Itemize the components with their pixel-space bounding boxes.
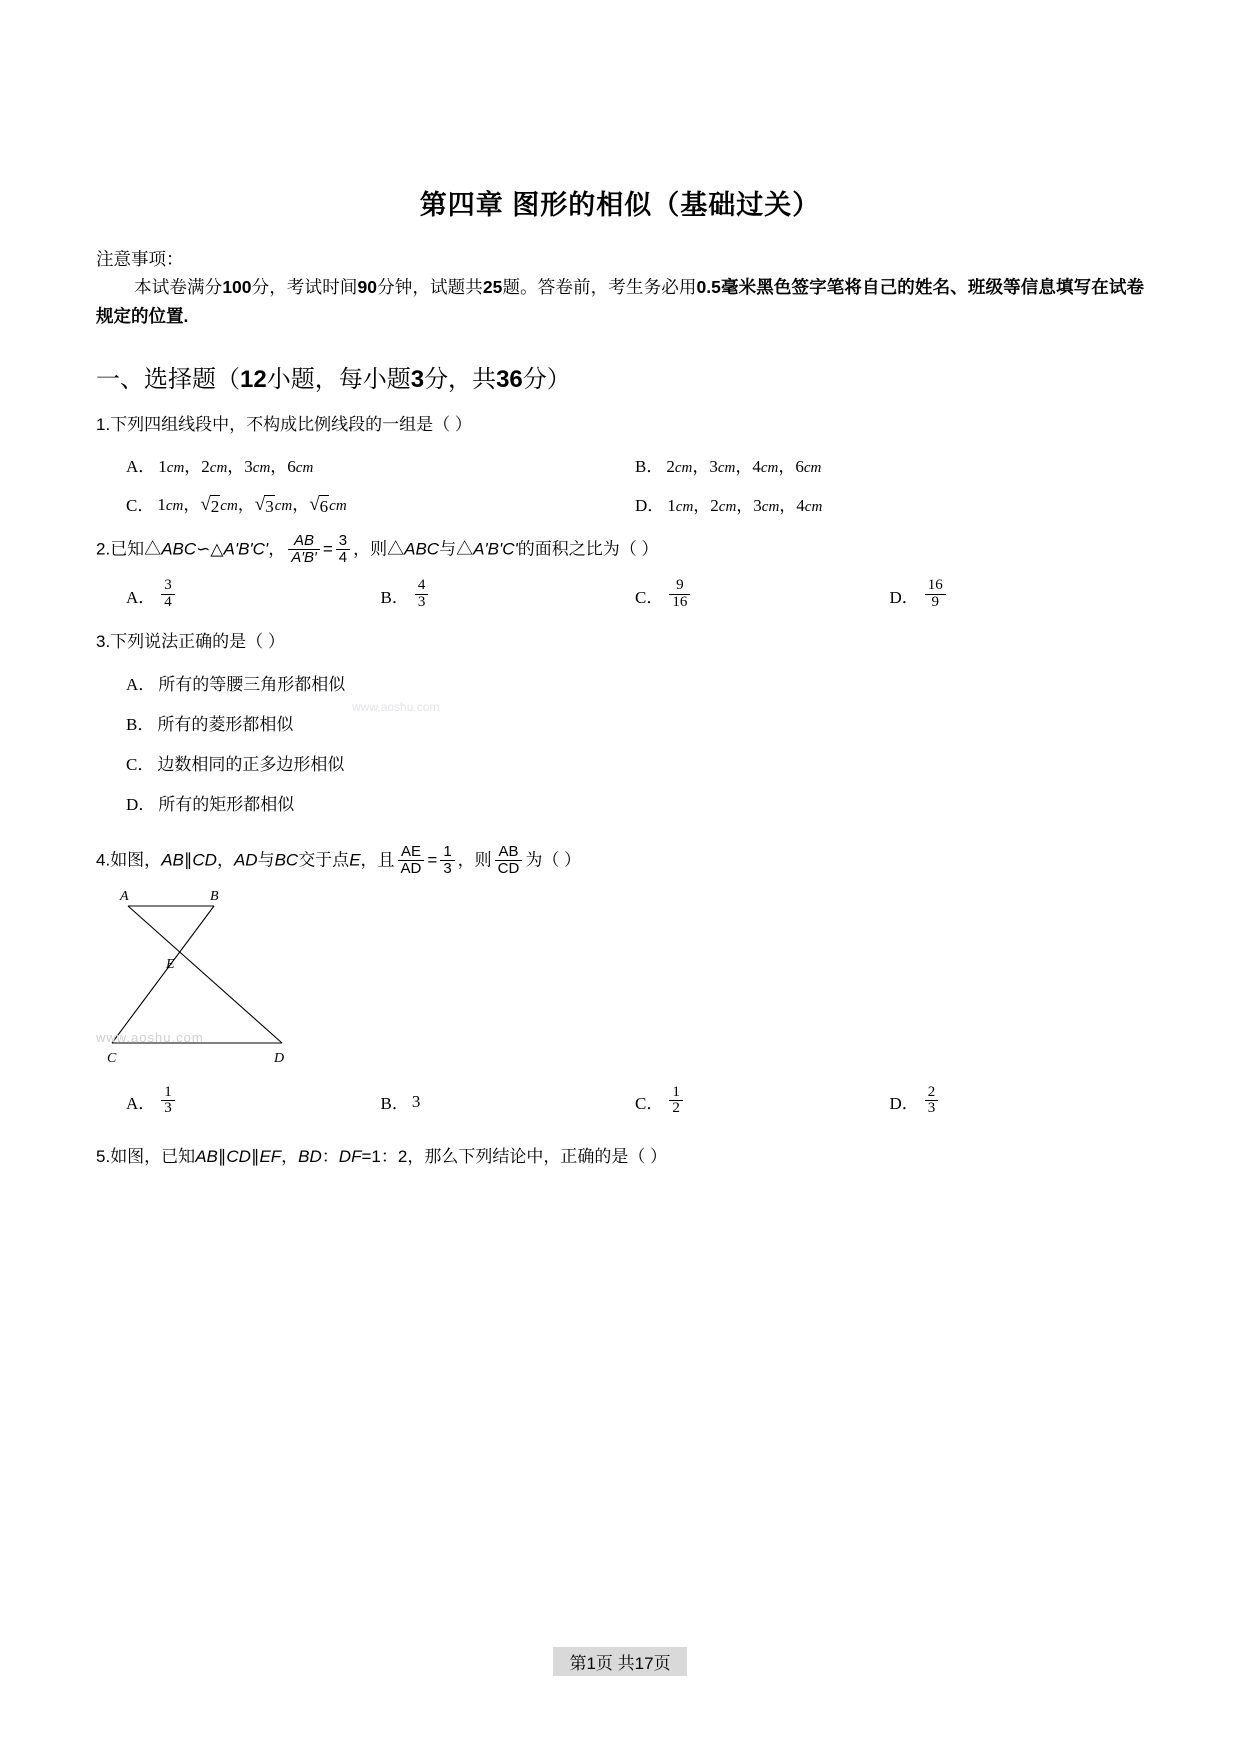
page-footer	[0, 1647, 1240, 1676]
option-label: D．	[889, 588, 919, 607]
triangle-4: A'B'C'	[473, 539, 518, 559]
v: 2	[666, 456, 675, 476]
watermark-left: www.aoshu.com	[96, 1030, 204, 1045]
sqrt-icon: √ 6	[309, 493, 329, 516]
notice-body	[96, 273, 1144, 330]
option-label: A．	[126, 588, 156, 607]
footer-box	[553, 1647, 686, 1676]
section-mid-2: 分，共	[424, 366, 497, 394]
v: 1	[157, 494, 166, 514]
v: 3	[753, 495, 762, 515]
unit: cm	[209, 459, 228, 476]
option-fraction	[925, 578, 946, 611]
option-fraction	[669, 578, 690, 611]
denominator: 3	[925, 1100, 939, 1117]
option-b-values: 2cm，3cm，4cm，6cm	[666, 456, 822, 476]
option-label: C．	[126, 495, 155, 515]
option-label: A．	[126, 675, 156, 695]
question-3-option-a[interactable]	[126, 670, 1144, 695]
unit: cm	[220, 497, 238, 514]
v: 1	[667, 495, 676, 515]
similar-symbol: ∽	[196, 539, 211, 559]
segment-ab: AB	[161, 850, 184, 870]
segment-ef: EF	[259, 1147, 282, 1167]
unit: cm	[718, 498, 737, 515]
numerator: 3	[338, 531, 348, 549]
radicand: 2	[210, 496, 220, 516]
numerator: 16	[927, 577, 943, 594]
question-2	[96, 531, 1144, 567]
question-4-text-f: ，则	[457, 850, 492, 870]
question-2-number: 2.	[96, 539, 111, 559]
question-4-text-g: 为（ ）	[525, 850, 582, 870]
numerator: 2	[927, 1083, 936, 1100]
sqrt-icon: √ 2	[200, 493, 220, 516]
question-2-option-b[interactable]	[381, 579, 636, 612]
question-1-option-a[interactable]	[126, 452, 635, 477]
segment-bd: BD	[298, 1147, 322, 1167]
option-label: B．	[380, 588, 409, 607]
label-b: B	[210, 888, 219, 904]
denominator: 4	[336, 549, 350, 566]
equals-sign: =	[361, 1147, 372, 1167]
question-4-options	[96, 1083, 1144, 1119]
denominator: AD	[398, 860, 425, 877]
option-label: D．	[126, 795, 156, 815]
segment-ad: AD	[233, 850, 258, 870]
question-4-option-b[interactable]	[381, 1086, 636, 1119]
option-value: 3	[411, 1091, 421, 1111]
question-3-option-c[interactable]	[126, 750, 1144, 775]
question-2-text-a: 已知△	[110, 539, 162, 559]
question-1-option-c[interactable]	[126, 490, 635, 517]
numerator: AB	[498, 843, 519, 861]
question-5-text-a: 如图，已知	[110, 1147, 196, 1167]
option-fraction	[415, 578, 429, 611]
segment-cd: CD	[226, 1147, 251, 1167]
option-label: C．	[126, 755, 155, 775]
unit: cm	[717, 459, 736, 476]
unit: cm	[295, 459, 314, 476]
point-e: E	[349, 850, 361, 870]
numerator: 1	[672, 1083, 680, 1100]
numerator: 4	[417, 577, 426, 594]
equals-sign: =	[322, 539, 333, 559]
denominator: A′B′	[288, 549, 320, 566]
notice-text-1: 本试卷满分	[134, 277, 223, 298]
section-mid-1: 小题，每小题	[266, 366, 411, 394]
question-1-option-b[interactable]	[635, 452, 1144, 477]
notice-pen-size: 0.5	[696, 277, 721, 298]
question-2-option-a[interactable]	[126, 579, 381, 612]
numerator: AB	[294, 531, 315, 549]
question-1	[96, 412, 1144, 438]
section-prefix: 一、选择题（	[96, 366, 240, 394]
question-4-text-c: 与	[257, 850, 275, 870]
option-label: D．	[889, 1094, 919, 1114]
notice-text-3: 分钟，试题共	[376, 277, 483, 298]
option-text: 边数相同的正多边形相似	[157, 755, 345, 775]
question-3-option-b[interactable]	[126, 710, 1144, 735]
section-per: 3	[410, 366, 425, 394]
denominator: 3	[161, 1100, 175, 1117]
option-label: A．	[126, 456, 156, 476]
denominator: CD	[495, 860, 523, 877]
segment-cd: CD	[192, 850, 217, 870]
question-4-text-a: 如图，	[110, 850, 162, 870]
section-suffix: 分）	[522, 366, 571, 394]
footer-suffix: 页	[653, 1654, 671, 1673]
denominator: 2	[669, 1100, 683, 1117]
label-a: A	[120, 888, 129, 904]
unit: cm	[760, 459, 779, 476]
option-text: 所有的等腰三角形都相似	[158, 675, 346, 695]
notice-question-count: 25	[482, 277, 503, 298]
notice-line-2: 签字笔将自己的姓名、班级等信息填写在试卷规定的位置.	[96, 277, 1145, 326]
question-4-number: 4.	[96, 850, 111, 870]
fraction-one-third	[440, 844, 454, 877]
unit: cm	[804, 498, 823, 515]
question-1-text: 下列四组线段中，不构成比例线段的一组是（ ）	[110, 415, 472, 435]
option-c-values: 1cm， √ 2 cm， √ 3 cm， √ 6 cm	[157, 493, 347, 516]
fraction-ae-ad	[398, 844, 425, 877]
question-5-text-b: ，	[281, 1147, 299, 1167]
question-3-options	[96, 670, 1144, 815]
equals-sign: =	[427, 850, 438, 870]
notice-text-2: 分，考试时间	[251, 277, 358, 298]
label-d: D	[274, 1050, 285, 1066]
question-5	[96, 1144, 1144, 1170]
numerator: 9	[676, 577, 684, 594]
triangle-2: A'B'C'	[223, 539, 269, 559]
notice-block	[96, 245, 1144, 330]
value-fraction	[336, 533, 350, 566]
unit: cm	[252, 459, 271, 476]
triangle-1: ABC	[161, 539, 197, 559]
ratio-value: 1：2	[371, 1147, 408, 1167]
question-2-text-b: △	[210, 539, 224, 559]
segment-line-bc	[112, 906, 214, 1043]
option-label: A．	[126, 1094, 156, 1114]
v: 3	[709, 456, 718, 476]
unit: cm	[329, 497, 347, 514]
segment-ab: AB	[195, 1147, 218, 1167]
segment-df: DF	[338, 1147, 362, 1167]
v: 2	[710, 495, 719, 515]
notice-score: 100	[222, 277, 252, 298]
section-total: 36	[496, 366, 523, 394]
numerator: 1	[164, 1083, 172, 1100]
option-fraction	[161, 1085, 175, 1118]
footer-mid: 页 共	[595, 1654, 635, 1673]
notice-text-4: 题。答卷前，考生务必用	[502, 277, 697, 298]
option-a-values: 1cm，2cm，3cm，6cm	[158, 456, 314, 476]
unit: cm	[803, 459, 822, 476]
footer-total-pages: 17	[634, 1654, 654, 1673]
section-heading-choice	[96, 364, 1144, 395]
denominator: 3	[415, 594, 429, 611]
v: 2	[201, 456, 210, 476]
page-title: 第四章 图形的相似（基础过关）	[419, 190, 821, 220]
question-2-text-c: ，	[268, 539, 286, 559]
unit: cm	[166, 459, 185, 476]
question-4-figure	[96, 888, 1144, 1073]
question-1-stem	[96, 412, 1144, 438]
option-fraction	[925, 1085, 939, 1118]
watermark-center: www.aoshu.com	[352, 700, 440, 714]
question-4-text-d: 交于点	[298, 850, 350, 870]
v: 4	[752, 456, 761, 476]
label-c: C	[107, 1050, 117, 1066]
option-label: B．	[380, 1094, 409, 1114]
unit: cm	[165, 497, 184, 514]
question-2-option-c[interactable]	[635, 579, 890, 612]
question-3-text: 下列说法正确的是（ ）	[110, 631, 285, 651]
question-3	[96, 629, 1144, 655]
sqrt-icon: √ 3	[254, 493, 274, 516]
option-label: B．	[635, 456, 664, 476]
question-1-options-row-2	[96, 490, 1144, 517]
question-3-option-d[interactable]	[126, 790, 1144, 815]
v: 6	[795, 456, 804, 476]
question-5-number: 5.	[96, 1147, 111, 1167]
numerator: 3	[164, 577, 172, 594]
question-1-option-d[interactable]	[635, 490, 1144, 517]
question-1-number: 1.	[96, 415, 111, 435]
v: 1	[158, 456, 167, 476]
denominator: 3	[440, 860, 454, 877]
v: 4	[796, 495, 805, 515]
option-text: 所有的菱形都相似	[157, 715, 294, 735]
ratio-fraction	[288, 533, 320, 566]
denominator: 4	[161, 594, 175, 611]
option-fraction	[161, 578, 175, 611]
segment-bc: BC	[274, 850, 299, 870]
v: 3	[244, 456, 253, 476]
question-2-options	[96, 579, 1144, 612]
fraction-ab-cd	[495, 844, 523, 877]
option-label: C．	[635, 1094, 664, 1114]
question-2-option-d[interactable]	[890, 579, 1145, 612]
footer-prefix: 第	[569, 1654, 587, 1673]
question-3-number: 3.	[96, 631, 111, 651]
option-fraction	[669, 1085, 683, 1118]
option-label: D．	[635, 495, 665, 515]
parallel-symbol: ∥	[217, 1147, 227, 1167]
question-5-text-c: ，那么下列结论中，正确的是（ ）	[407, 1147, 668, 1167]
question-4-text-b: ，	[216, 850, 234, 870]
radicand: 6	[319, 496, 329, 516]
unit: cm	[674, 459, 693, 476]
question-2-text-e: 与△	[439, 539, 474, 559]
v: 6	[287, 456, 296, 476]
unit: cm	[274, 497, 293, 514]
colon-symbol: ：	[321, 1147, 339, 1167]
question-2-text-d: ，则△	[353, 539, 405, 559]
option-text: 所有的矩形都相似	[158, 795, 295, 815]
notice-heading: 注意事项：	[96, 249, 184, 270]
footer-page-number: 1	[586, 1654, 596, 1673]
option-d-values: 1cm，2cm，3cm，4cm	[667, 495, 823, 515]
question-2-text-f: 的面积之比为（ ）	[517, 539, 659, 559]
parallel-symbol: ∥	[250, 1147, 260, 1167]
radicand: 3	[265, 496, 274, 516]
question-4-text-e: ，且	[360, 850, 395, 870]
section-count: 12	[240, 366, 267, 394]
label-e: E	[166, 956, 175, 972]
option-label: B．	[126, 715, 155, 735]
question-4-option-d[interactable]	[889, 1083, 1145, 1119]
denominator: 16	[669, 594, 690, 611]
segment-line-ad	[128, 906, 282, 1043]
notice-text-5: 毫米黑色	[720, 277, 792, 298]
triangle-3: ABC	[404, 539, 440, 559]
question-1-options-row-1	[96, 452, 1144, 477]
question-4	[96, 845, 1144, 878]
unit: cm	[675, 498, 694, 515]
parallel-symbol: ∥	[183, 850, 193, 870]
question-4-option-c[interactable]	[635, 1083, 890, 1119]
question-4-option-a[interactable]	[126, 1083, 381, 1119]
numerator: 1	[443, 843, 452, 861]
option-label: C．	[635, 588, 664, 607]
denominator: 9	[925, 594, 946, 611]
notice-time: 90	[357, 277, 377, 298]
numerator: AE	[400, 843, 421, 861]
unit: cm	[761, 498, 780, 515]
